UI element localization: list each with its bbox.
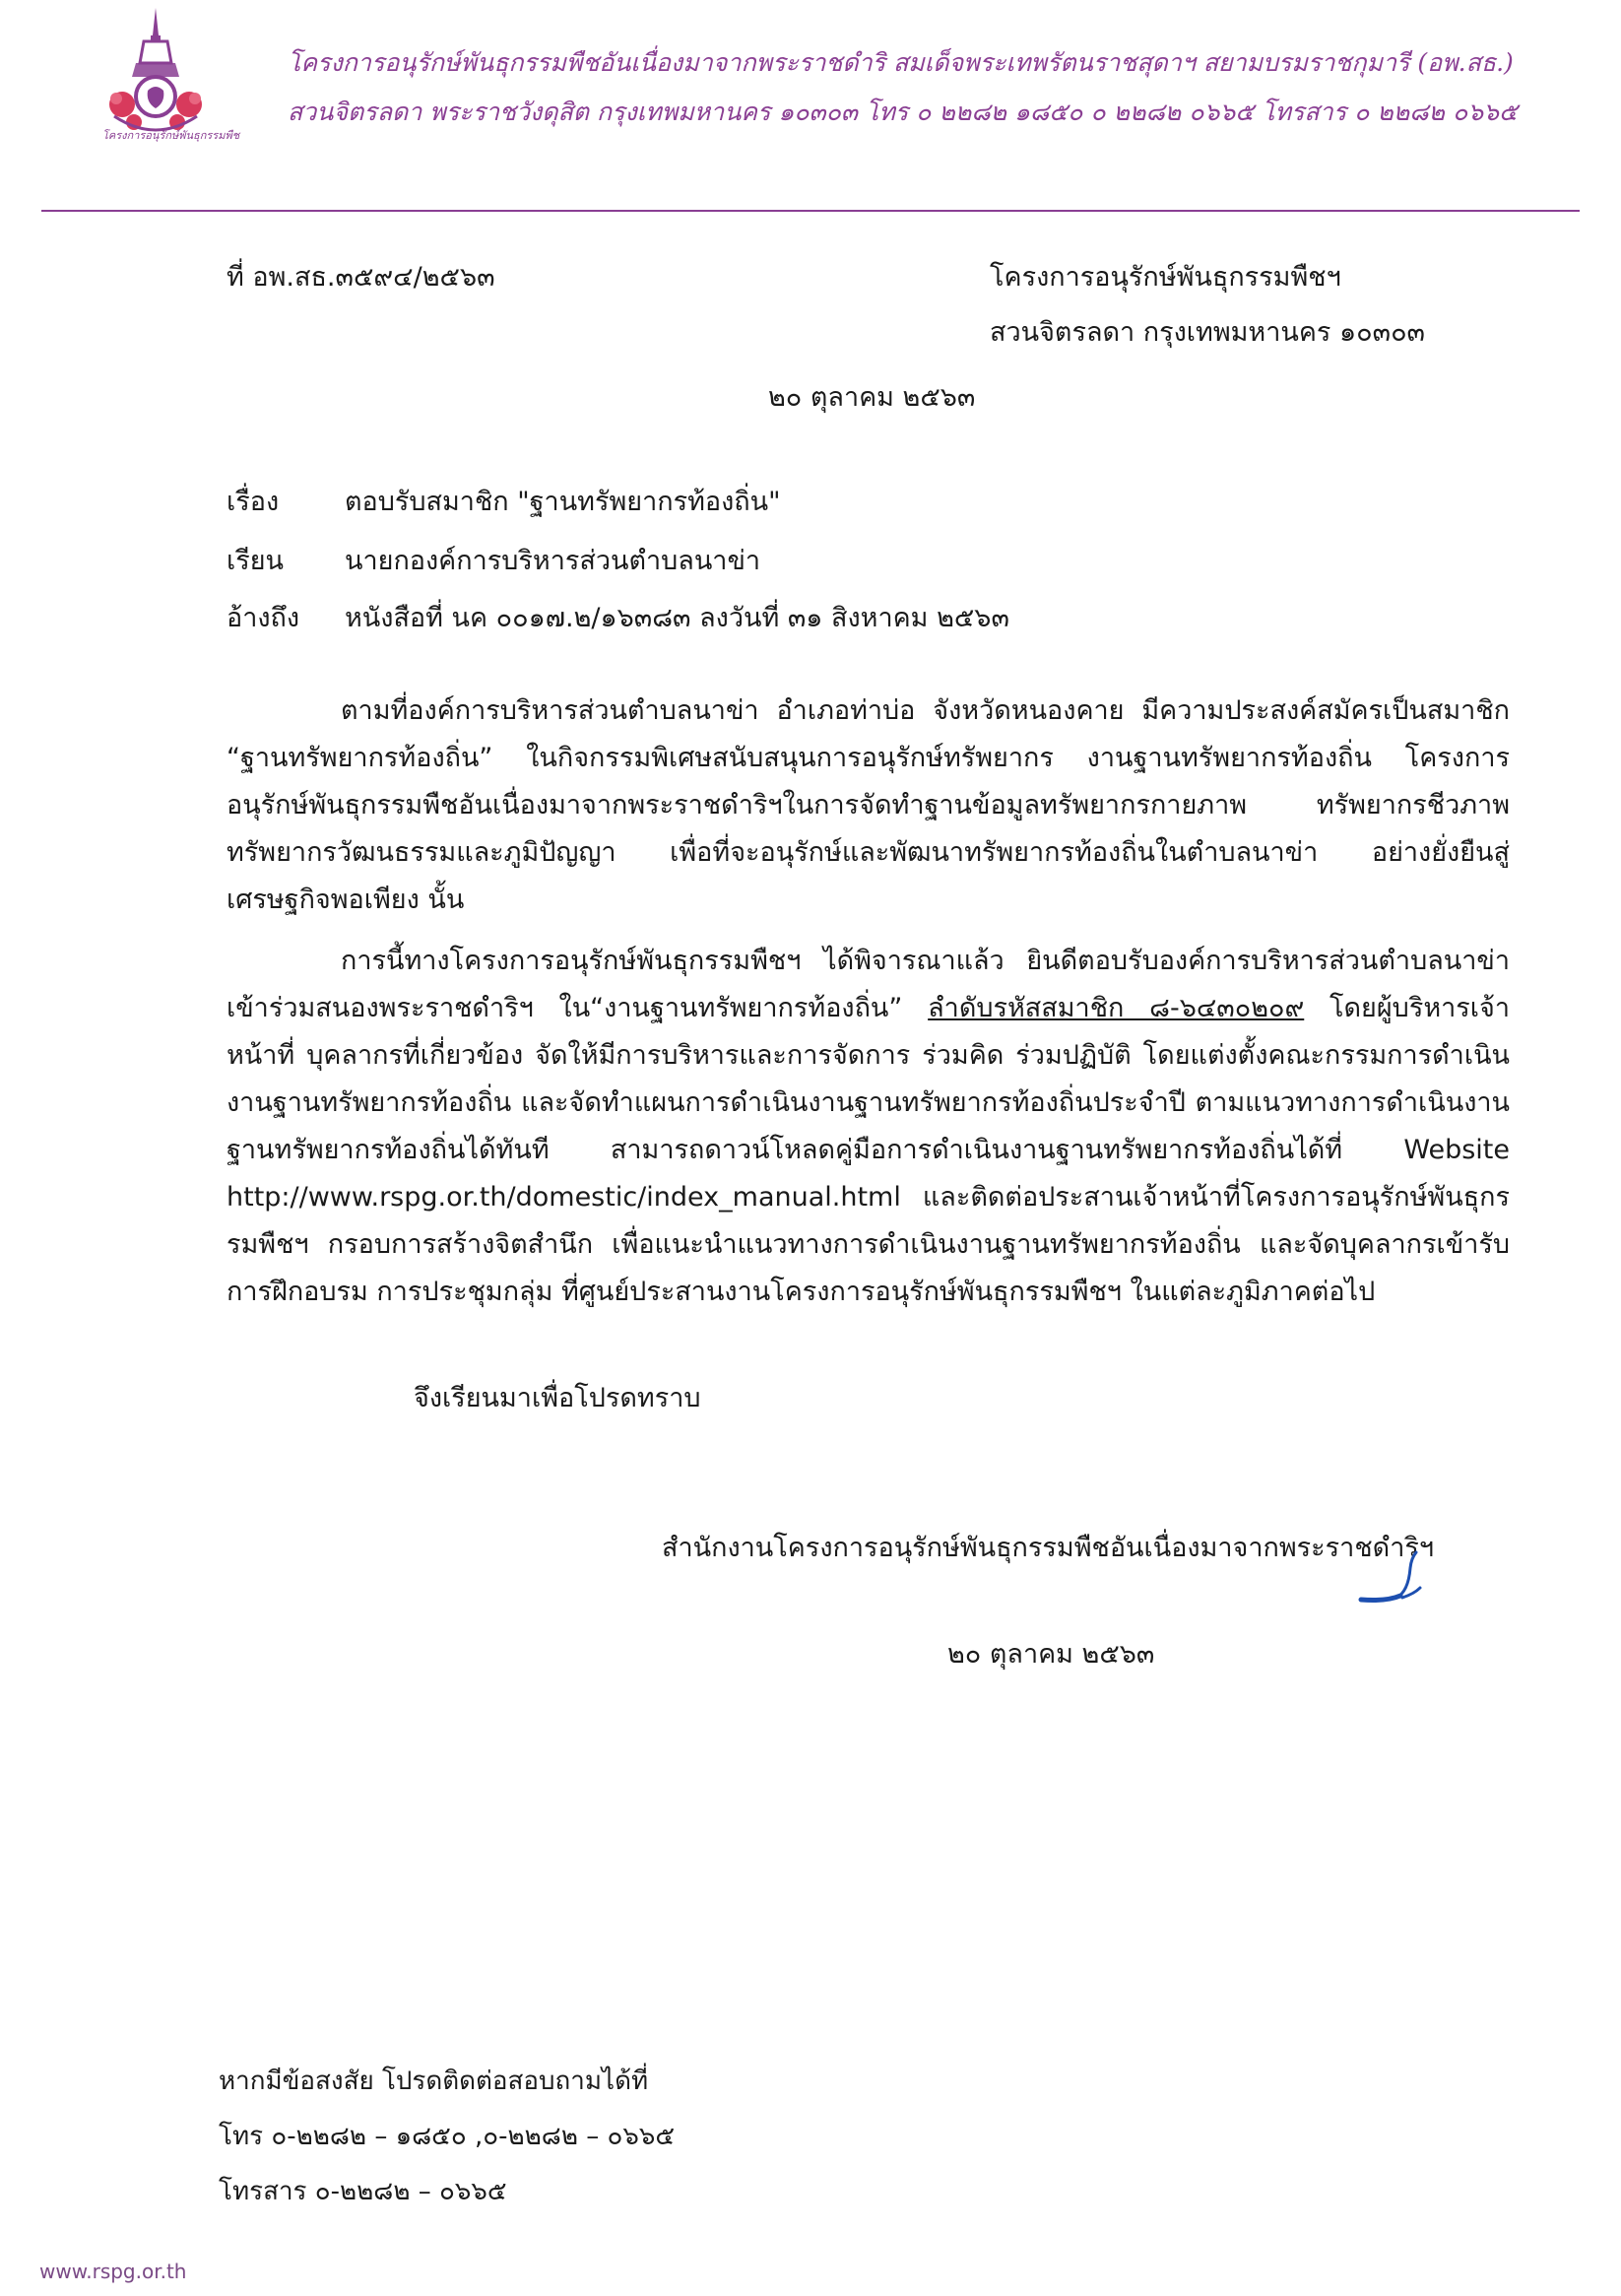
reference-label: อ้างถึง — [227, 603, 300, 633]
reference-number: ที่ อพ.สธ.๓๕๙๔/๒๕๖๓ — [227, 262, 495, 293]
logo-caption: โครงการอนุรักษ์พันธุกรรมพืช — [102, 129, 240, 142]
closing-line: จึงเรียนมาเพื่อโปรดทราบ — [414, 1383, 701, 1413]
letterhead-divider — [41, 210, 1580, 212]
letterhead-line-1: โครงการอนุรักษ์พันธุกรรมพืชอันเนื่องมาจากพระราชดำริ สมเด็จพระเทพรัตนราชสุดาฯ สยามบรมราชกุมารี (อพ.สธ.) — [288, 48, 1514, 77]
footer-website: www.rspg.or.th — [39, 2260, 187, 2283]
letterhead-line-2: สวนจิตรลดา พระราชวังดุสิต กรุงเทพมหานคร ๑๐๓๐๓ โทร ๐ ๒๒๘๒ ๑๘๕๐ ๐ ๒๒๘๒ ๐๖๖๕ โทรสาร ๐ ๒๒๘๒ ๐๖๖๕ — [288, 98, 1518, 126]
footer-tel: โทร ๐-๒๒๘๒ – ๑๘๕๐ ,๐-๒๒๘๒ – ๐๖๖๕ — [219, 2122, 676, 2151]
to-value: นายกองค์การบริหารส่วนตำบลนาข่า — [345, 546, 761, 576]
footer-fax: โทรสาร ๐-๒๒๘๒ – ๐๖๖๕ — [219, 2177, 507, 2206]
body-paragraph-1 — [227, 688, 1510, 924]
letter-date: ๒๐ ตุลาคม ๒๕๖๓ — [768, 382, 976, 413]
subject-value: ตอบรับสมาชิก "ฐานทรัพยากรท้องถิ่น" — [345, 487, 781, 517]
signature-mark-icon — [1357, 1548, 1436, 1617]
sender-line-1: โครงการอนุรักษ์พันธุกรรมพืชฯ — [990, 262, 1341, 293]
footer-contact: หากมีข้อสงสัย โปรดติดต่อสอบถามได้ที่ — [219, 2066, 649, 2096]
body-paragraph-2-text-a: การนี้ทางโครงการอนุรักษ์พันธุกรรมพืชฯ ได้พิจารณาแล้ว ยินดีตอบรับองค์การบริหารส่วนตำบลนาข่าเข้าร่วมสนองพระราชดำริฯ ใน“งานฐานทรัพยากรท้องถิ่น” — [227, 946, 1510, 1023]
sender-line-2: สวนจิตรลดา กรุงเทพมหานคร ๑๐๓๐๓ — [990, 317, 1426, 348]
body-paragraph-1-text: ตามที่องค์การบริหารส่วนตำบลนาข่า อำเภอท่าบ่อ จังหวัดหนองคาย มีความประสงค์สมัครเป็นสมาชิก “ฐานทรัพยากรท้องถิ่น” ในกิจกรรมพิเศษสนับสนุนการอนุรักษ์ทรัพยากร งานฐานทรัพยากรท้องถิ่น โครงการอนุรักษ์พันธุกรรมพืชอันเนื่องมาจากพระราชดำริฯในการจัดทำฐานข้อมูลทรัพยากรกายภาพ ทรัพยากรชีวภาพ ทรัพยากรวัฒนธรรมและภูมิปัญญา เพื่อที่จะอนุรักษ์และพัฒนาทรัพยากรท้องถิ่นในตำบลนาข่า อย่างยั่งยืนสู่เศรษฐกิจพอเพียง นั้น — [227, 695, 1510, 915]
signature-date: ๒๐ ตุลาคม ๒๕๖๓ — [947, 1639, 1155, 1670]
body-paragraph-2-text-b: โดยผู้บริหารเจ้าหน้าที่ บุคลากรที่เกี่ยวข้อง จัดให้มีการบริหารและการจัดการ ร่วมคิด ร่วมปฏิบัติ โดยแต่งตั้งคณะกรรมการดำเนินงานฐานทรัพยากรท้องถิ่น และจัดทำแผนการดำเนินงานฐานทรัพยากรท้องถิ่นประจำปี ตามแนวทางการดำเนินงานฐานทรัพยากรท้องถิ่นได้ทันที สามารถดาวน์โหลดคู่มือการดำเนินงานฐานทรัพยากรท้องถิ่นได้ที่ Website http://www.rspg.or.th/domestic/index_manual.html และติดต่อประสานเจ้าหน้าที่โครงการอนุรักษ์พันธุกรรมพืชฯ กรอบการสร้างจิตสำนึก เพื่อแนะนำแนวทางการดำเนินงานฐานทรัพยากรท้องถิ่น และจัดบุคลากรเข้ารับการฝึกอบรม การประชุมกลุ่ม ที่ศูนย์ประสานงานโครงการอนุรักษ์พันธุกรรมพืชฯ ในแต่ละภูมิภาคต่อไป — [227, 993, 1510, 1307]
body-paragraph-2 — [227, 938, 1510, 1316]
member-code: ลำดับรหัสสมาชิก ๘-๖๔๓๐๒๐๙ — [928, 993, 1305, 1023]
reference-value: หนังสือที่ นค ๐๐๑๗.๒/๑๖๓๘๓ ลงวันที่ ๓๑ สิงหาคม ๒๕๖๓ — [345, 603, 1009, 633]
signature-office: สำนักงานโครงการอนุรักษ์พันธุกรรมพืชอันเนื่องมาจากพระราชดำริฯ — [662, 1533, 1435, 1563]
to-label: เรียน — [227, 546, 285, 576]
subject-label: เรื่อง — [227, 487, 280, 517]
